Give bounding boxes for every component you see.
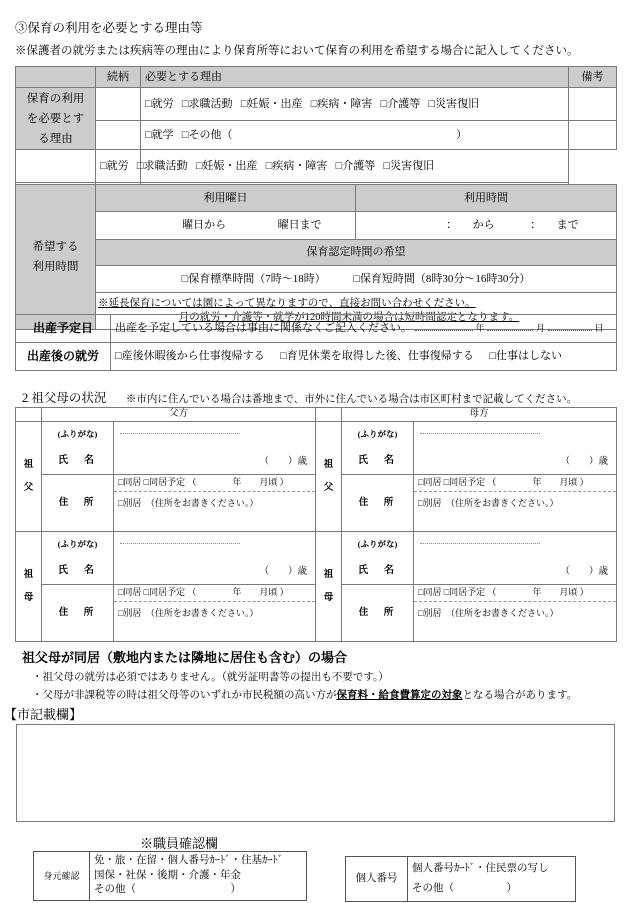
label-name-gm: 氏 名	[58, 565, 97, 577]
time-colon-1: ：	[446, 219, 458, 232]
reason-line1-2	[100, 159, 435, 173]
checkbox-jobsearch-1[interactable]: □求職活動	[181, 98, 233, 111]
birth-table	[15, 314, 617, 371]
table-row	[16, 408, 617, 422]
grandfather-m-name-input[interactable]	[414, 422, 617, 475]
relation-input-cell-1[interactable]	[96, 88, 141, 121]
reason-row-label	[16, 88, 96, 150]
checkbox-return-after-leave[interactable]: □産後休暇後から仕事復帰する	[115, 350, 265, 363]
section3-heading: ③保育の利用を必要とする理由等	[15, 21, 203, 35]
usage-time-inputs[interactable]	[356, 212, 617, 240]
reason-line2-1	[145, 128, 564, 142]
mynumber-option-line-2[interactable]: その他（ ）	[412, 882, 517, 894]
birth-day-label: 日	[594, 323, 604, 334]
table-row	[16, 67, 617, 88]
checkbox-disaster-1[interactable]: □災害復旧	[428, 98, 480, 111]
checkbox-cohabit-gmm[interactable]: □同居 □同居予定 （ 年 月頃 ）	[414, 585, 616, 602]
label-address-gm: 住 所	[42, 585, 114, 642]
mynumber-option-line-1[interactable]: 個人番号ｶｰﾄﾞ・住民票の写し	[412, 863, 549, 874]
table-row	[34, 852, 307, 901]
col-header-usage-days: 利用曜日	[96, 185, 356, 212]
grandmother-name-input[interactable]	[114, 532, 316, 585]
age-field-gf[interactable]: （ ）歳	[259, 457, 308, 467]
checkbox-no-work[interactable]: □仕事はしない	[489, 350, 562, 363]
checkbox-standard-hours[interactable]: □保育標準時間（7時～18時）	[181, 272, 326, 285]
time-from-label: から	[472, 219, 495, 232]
reason-options-cell-1b	[141, 121, 569, 150]
hope-row-label	[16, 185, 96, 330]
label-name-gf: 氏 名	[58, 455, 97, 467]
cohabit-notes-block	[22, 647, 577, 702]
identity-check-options[interactable]	[90, 852, 307, 901]
days-to-label: 曜日まで	[277, 219, 322, 232]
checkbox-other-1[interactable]: □その他（	[181, 129, 233, 142]
identity-option-line-3[interactable]: その他（ ）	[94, 884, 241, 896]
post-birth-work-label: 出産後の就労	[16, 343, 111, 371]
row-label-grandfather-m	[316, 422, 342, 532]
label-address-gfm: 住 所	[342, 475, 414, 532]
table-row	[16, 343, 617, 371]
gp-corner-left	[16, 408, 42, 422]
checkbox-disaster-2[interactable]: □災害復旧	[383, 160, 435, 173]
furigana-line-gf	[120, 424, 240, 434]
age-field-gm[interactable]: （ ）歳	[259, 567, 308, 577]
cert-time-options	[96, 266, 617, 293]
row-label-grandfather-m-l2: 父	[323, 482, 334, 493]
mynumber-check-options[interactable]	[408, 857, 576, 902]
identity-check-label: 身元確認	[34, 852, 90, 901]
row-label-grandmother-m-l1: 祖	[323, 569, 334, 580]
time-colon-2: ：	[530, 219, 542, 232]
mynumber-check-label: 個人番号	[346, 857, 408, 902]
checkbox-separate-gfm[interactable]: □別居 （住所をお書きください。）	[418, 497, 559, 508]
birth-due-date-value[interactable]	[111, 315, 617, 343]
col-header-father-side: 父方	[42, 408, 316, 422]
cert-note-1: ※延長保育については園によって異なりますので、直接お問い合わせください。	[98, 298, 476, 310]
row-label-grandfather-l1: 祖	[23, 459, 34, 470]
checkbox-separate-gmm[interactable]: □別居 （住所をお書きください。）	[418, 607, 559, 618]
grandparents-table	[15, 407, 617, 642]
table-row	[16, 150, 617, 183]
checkbox-cohabit-gm[interactable]: □同居 □同居予定 （ 年 月頃 ）	[114, 585, 315, 602]
checkbox-short-hours[interactable]: □保育短時間（8時30分～16時30分）	[353, 272, 531, 285]
checkbox-school-1[interactable]: □就学	[145, 129, 174, 142]
table-row	[16, 532, 617, 585]
usage-days-inputs[interactable]	[96, 212, 356, 240]
identity-option-line-1[interactable]: 免・旅・在留・個人番号ｶｰﾄﾞ・住基ｶｰﾄﾞ	[94, 855, 283, 866]
grandfather-name-label-cell	[42, 422, 114, 475]
cohabit-notes-title: 祖父母が同居（敷地内または隣地に居住も含む）の場合	[22, 650, 348, 665]
table-row	[16, 240, 617, 266]
grandmother-m-name-label-cell	[342, 532, 414, 585]
label-address-gf: 住 所	[42, 475, 114, 532]
hope-row-label-l2: 利用時間	[32, 261, 79, 273]
city-box-label: 【市記載欄】	[4, 707, 83, 722]
label-furigana-gm: (ふりがな)	[57, 538, 98, 549]
grandfather-m-name-label-cell	[342, 422, 414, 475]
furigana-line-gm	[120, 534, 240, 544]
checkbox-return-after-childcare-leave[interactable]: □育児休業を取得した後、仕事復帰する	[280, 350, 474, 363]
cohabit-note-bullet-2-post: となる場合があります。	[462, 690, 578, 701]
identity-check-table	[33, 851, 307, 901]
checkbox-care-2[interactable]: □介護等	[335, 160, 376, 173]
remarks-cell-1b[interactable]	[569, 121, 617, 150]
hope-row-label-l1: 希望する	[32, 240, 79, 253]
checkbox-illness-2[interactable]: □疾病・障害	[265, 160, 328, 173]
relation-input-cell-1b[interactable]	[96, 121, 141, 150]
checkbox-separate-gf[interactable]: □別居 （住所をお書きください。）	[118, 497, 259, 508]
grandmother-m-name-input[interactable]	[414, 532, 617, 585]
reason-options-cell-1	[141, 88, 569, 121]
gp-corner-right	[316, 408, 342, 422]
label-furigana-gf: (ふりがな)	[57, 428, 98, 439]
grandfather-address-input[interactable]	[114, 475, 316, 532]
cert-time-header: 保育認定時間の希望	[96, 240, 617, 266]
grandmother-name-label-cell	[42, 532, 114, 585]
days-from-label: 曜日から	[182, 219, 227, 232]
checkbox-illness-1[interactable]: □疾病・障害	[310, 98, 373, 111]
row-label-grandmother-l1: 祖	[23, 569, 34, 580]
reason-options-cell-2	[96, 150, 435, 183]
reason-row-label-l1: 保育の利用	[26, 92, 85, 105]
age-field-gmm[interactable]: （ ）歳	[560, 567, 609, 577]
remarks-cell-1[interactable]	[569, 88, 617, 121]
age-field-gfm[interactable]: （ ）歳	[560, 457, 609, 467]
row-label-grandfather-m-l1: 祖	[323, 459, 334, 470]
furigana-line-gmm	[420, 534, 540, 544]
checkbox-pregnancy-1[interactable]: □妊娠・出産	[240, 98, 303, 111]
time-to-label: まで	[556, 219, 579, 232]
checkbox-work-2[interactable]: □就労	[100, 160, 129, 173]
checkbox-separate-gm[interactable]: □別居 （住所をお書きください。）	[118, 607, 259, 618]
section2-heading-row	[22, 388, 577, 406]
reason-row-label-l2: を必要とす	[26, 112, 85, 125]
mynumber-check-table	[345, 856, 576, 902]
label-name-gmm: 氏 名	[358, 565, 398, 577]
relation-input-cell-2[interactable]	[16, 150, 96, 183]
section3-note: ※保護者の就労または疾病等の理由により保育所等において保育の利用を希望する場合に記入してください。	[15, 45, 579, 57]
label-address-gmm: 住 所	[342, 585, 414, 642]
reason-line1-1	[145, 97, 564, 111]
cohabit-note-bullet-2-pre: ・父母が非課税等の時は祖父母等のいずれか市民税額の高い方が	[32, 690, 337, 701]
row-label-grandmother-m	[316, 532, 342, 642]
birth-due-date-label: 出産予定日	[16, 315, 111, 343]
hope-time-table	[15, 184, 617, 330]
city-entry-box[interactable]	[16, 724, 615, 822]
checkbox-pregnancy-2[interactable]: □妊娠・出産	[195, 160, 258, 173]
staff-section-title: ※職員確認欄	[140, 836, 219, 851]
label-furigana-gmm: (ふりがな)	[357, 538, 398, 549]
grandmother-m-address-input[interactable]	[414, 585, 617, 642]
grandfather-m-address-input[interactable]	[414, 475, 617, 532]
row-label-grandmother	[16, 532, 42, 642]
table-row	[16, 88, 617, 121]
row-label-grandfather-l2: 父	[23, 482, 34, 493]
checkbox-cohabit-gf[interactable]: □同居 □同居予定 （ 年 月頃 ）	[114, 475, 315, 492]
table-row	[16, 185, 617, 212]
cohabit-note-bullet-2	[32, 687, 577, 702]
row-label-grandfather	[16, 422, 42, 532]
reason-row-label-l3: る理由	[38, 132, 73, 145]
table-row	[346, 857, 576, 902]
birth-year-label: 年	[475, 323, 485, 334]
checkbox-work-1[interactable]: □就労	[145, 98, 174, 111]
other-close-paren-1: ）	[456, 129, 468, 142]
cohabit-note-bullet-2-emphasis: 保育料・給食費算定の対象	[336, 690, 463, 701]
row-label-grandmother-l2: 母	[23, 592, 34, 603]
checkbox-care-1[interactable]: □介護等	[380, 98, 421, 111]
table-row	[16, 315, 617, 343]
checkbox-cohabit-gfm[interactable]: □同居 □同居予定 （ 年 月頃 ）	[414, 475, 616, 492]
col-header-remarks: 備考	[569, 67, 617, 88]
grandfather-name-input[interactable]	[114, 422, 316, 475]
table-row	[16, 422, 617, 475]
reason-corner-cell	[16, 67, 96, 88]
birth-month-label: 月	[536, 323, 546, 334]
col-header-usage-time: 利用時間	[356, 185, 617, 212]
table-row	[16, 212, 617, 240]
col-header-mother-side: 母方	[342, 408, 617, 422]
cert-note-2: 月の就労・介護等・就学が120時間未満の場合は短時間認定となります。	[178, 312, 520, 323]
birth-due-date-text: 出産を予定している場合は事由に関係なくご記入ください。	[115, 322, 412, 335]
cohabit-note-bullet-1: ・祖父母の就労は必須ではありません。（就労証明書等の提出も不要です。）	[32, 672, 389, 683]
label-furigana-gfm: (ふりがな)	[357, 428, 398, 439]
table-row	[16, 121, 617, 150]
section2-heading-note: ※市内に住んでいる場合は番地まで、市外に住んでいる場合は市区町村まで記載してください。	[125, 394, 578, 405]
checkbox-jobsearch-2[interactable]: □求職活動	[136, 160, 188, 173]
furigana-line-gfm	[420, 424, 540, 434]
col-header-relation: 続柄	[96, 67, 141, 88]
label-name-gfm: 氏 名	[358, 455, 398, 467]
section2-heading: 2 祖父母の状況	[22, 391, 107, 405]
col-header-reason: 必要とする理由	[141, 67, 569, 88]
identity-option-line-2[interactable]: 国保・社保・後期・介護・年金	[94, 869, 241, 881]
grandmother-address-input[interactable]	[114, 585, 316, 642]
table-row	[16, 266, 617, 293]
row-label-grandmother-m-l2: 母	[323, 592, 334, 603]
post-birth-work-options	[111, 343, 617, 371]
